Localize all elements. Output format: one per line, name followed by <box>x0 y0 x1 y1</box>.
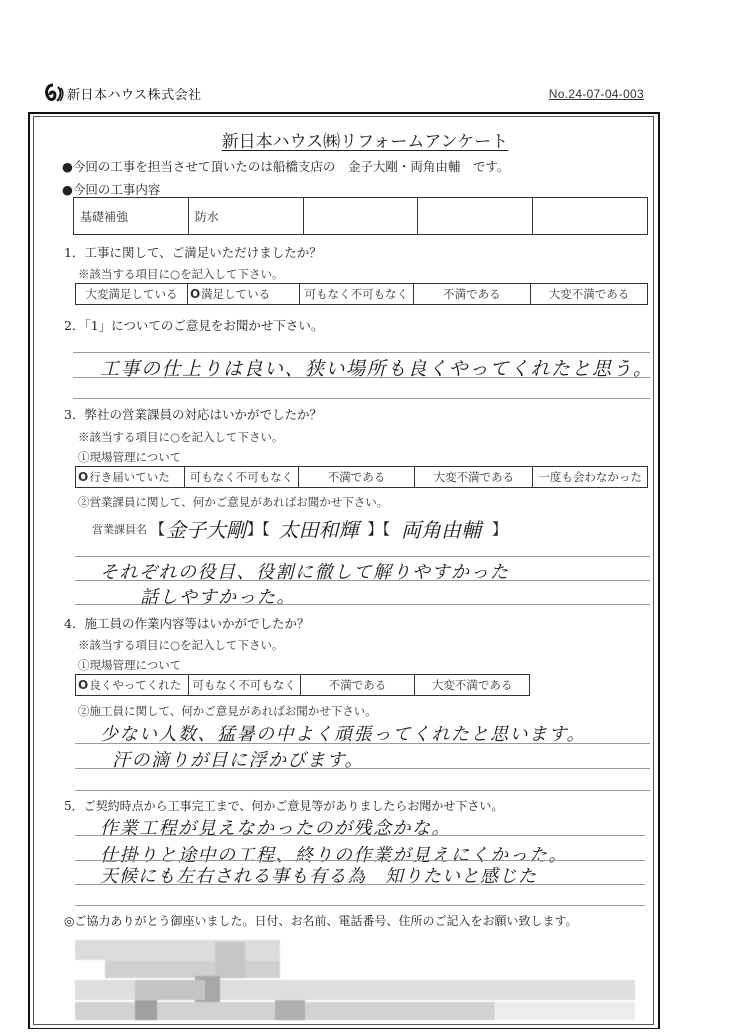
work-item[interactable] <box>303 198 418 235</box>
q3-sub2-label: ②営業課員に関して、何かご意見があればお聞かせ下さい。 <box>78 495 389 509</box>
work-item[interactable] <box>533 198 648 235</box>
circle-mark-icon: O <box>189 287 201 301</box>
staff-name-3[interactable]: 両角由輔 <box>401 518 482 542</box>
staff-name-1[interactable]: 金子大剛 <box>166 518 247 542</box>
q1-option[interactable]: 大変満足している <box>76 284 188 305</box>
q3-option[interactable]: 大変不満である <box>415 467 533 488</box>
q3-answer-line-1[interactable]: それぞれの役目、役割に徹して解りやすかった <box>100 562 510 583</box>
answer-rule <box>75 580 650 581</box>
q4-instruction: ※該当する項目に○を記入して下さい。 <box>78 638 284 652</box>
answer-rule <box>75 556 650 557</box>
q1-instruction: ※該当する項目に○を記入して下さい。 <box>78 267 284 281</box>
q5-answer-line-2[interactable]: 仕掛りと途中の工程、終りの作業が見えにくかった。 <box>100 845 568 866</box>
company-name: 新日本ハウス株式会社 <box>67 87 202 103</box>
work-item[interactable] <box>418 198 533 235</box>
q4-option[interactable]: 不満である <box>300 675 415 696</box>
staff-names-row: 営業課員名 【 金子大剛 】【 太田和輝 】【 両角由輔 】 <box>92 514 507 543</box>
q3-option[interactable]: 可もなく不可もなく <box>185 467 298 488</box>
document-number: No.24-07-04-003 <box>548 87 644 101</box>
redacted-personal-info <box>75 940 635 1020</box>
q3-option[interactable]: 一度も会わなかった <box>533 467 648 488</box>
q1-option[interactable]: 可もなく不可もなく <box>299 284 413 305</box>
work-content-table <box>73 197 648 235</box>
work-item: 基礎補強 <box>74 198 189 235</box>
q5-answer-line-3[interactable]: 天候にも左右される事も有る為 知りたいと感じた <box>100 866 537 887</box>
q1-option-selected[interactable]: O満足している <box>187 284 299 305</box>
q4-question: 4．施工員の作業内容等はいかがでしたか？ <box>64 616 310 631</box>
answer-rule <box>75 860 645 861</box>
q4-answer-line-1[interactable]: 少ない人数、猛暑の中よく頑張ってくれたと思います。 <box>100 724 587 745</box>
q3-options <box>75 466 648 488</box>
work-content-label: ●今回の工事内容 <box>62 182 161 197</box>
answer-rule <box>75 768 650 769</box>
answer-rule <box>75 835 645 836</box>
q4-sub2-label: ②施工員に関して、何かご意見があればお聞かせ下さい。 <box>78 704 377 718</box>
q3-option[interactable]: 不満である <box>298 467 415 488</box>
form-title: 新日本ハウス㈱リフォームアンケート <box>221 132 509 152</box>
q3-answer-line-2[interactable]: 話しやすかった。 <box>140 587 296 608</box>
q3-question: 3．弊社の営業課員の対応はいかがでしたか？ <box>64 407 322 422</box>
answer-rule <box>75 905 645 906</box>
circle-mark-icon: O <box>78 678 89 692</box>
q5-answer-line-1[interactable]: 作業工程が見えなかったのが残念かな。 <box>100 818 451 839</box>
staff-name-2[interactable]: 太田和輝 <box>278 518 359 542</box>
circle-mark-icon: O <box>78 470 89 484</box>
q4-sub1-label: ①現場管理について <box>78 658 182 672</box>
work-item: 防水 <box>188 198 303 235</box>
thanks-note: ◎ご協力ありがとう御座いました。日付、お名前、電話番号、住所のご記入をお願い致します。 <box>64 914 578 928</box>
q3-sub1-label: ①現場管理について <box>78 450 182 464</box>
answer-rule <box>73 377 650 378</box>
answer-rule <box>75 790 650 791</box>
q4-option-selected[interactable]: O良くやってくれた <box>76 675 189 696</box>
q4-option[interactable]: 可もなく不可もなく <box>188 675 300 696</box>
q1-option[interactable]: 大変不満である <box>530 284 647 305</box>
answer-rule <box>73 352 650 353</box>
q4-options <box>75 674 530 696</box>
company-header <box>44 83 202 103</box>
company-logo-icon <box>44 83 64 103</box>
q1-options <box>75 283 648 305</box>
q3-option-selected[interactable]: O行き届いていた <box>76 467 185 488</box>
q5-question: 5．ご契約時点から工事完工まで、何かご意見等がありましたらお聞かせ下さい。 <box>64 799 504 813</box>
q2-question: 2．「1」についてのご意見をお聞かせ下さい。 <box>64 318 324 333</box>
q4-option[interactable]: 大変不満である <box>415 675 530 696</box>
answer-rule <box>73 398 650 399</box>
q1-question: 1．工事に関して、ご満足いただけましたか？ <box>64 245 322 260</box>
answer-rule <box>75 884 645 885</box>
answer-rule <box>75 604 650 605</box>
q1-option[interactable]: 不満である <box>413 284 530 305</box>
q4-answer-line-2[interactable]: 汗の滴りが目に浮かびます。 <box>112 750 365 771</box>
intro-line: ●今回の工事を担当させて頂いたのは船橋支店の 金子大剛・両角由輔 です。 <box>62 159 510 174</box>
answer-rule <box>75 743 650 744</box>
q2-answer[interactable]: 工事の仕上りは良い、狭い場所も良くやってくれたと思う。 <box>100 358 654 380</box>
q3-instruction: ※該当する項目に○を記入して下さい。 <box>78 430 284 444</box>
staff-label: 営業課員名 <box>92 522 147 536</box>
